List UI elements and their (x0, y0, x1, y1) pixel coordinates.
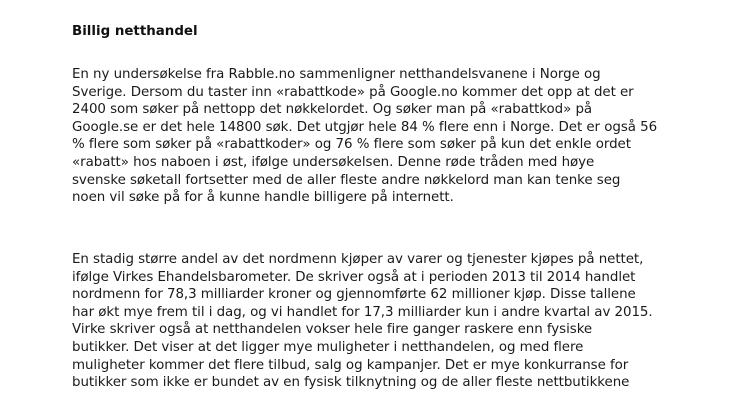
paragraph-line: ifølge Virkes Ehandelsbarometer. De skriver også at i perioden 2013 til 2014 handlet (72, 269, 636, 285)
paragraph-line: har økt mye frem til i dag, og vi handlet for 17,3 milliarder kun i andre kvartal av 2015. (72, 304, 653, 320)
paragraph-line: noen vil søke på for å kunne handle billigere på internett. (72, 190, 454, 206)
paragraph-line: muligheter kommer det flere tilbud, salg og kampanjer. Det er mye konkurranse for (72, 357, 629, 373)
paragraph-line: 2400 som søker på nettopp det nøkkelordet. Og søker man på «rabattkod» på (72, 102, 593, 118)
paragraph-line: butikker som ikke er bundet av en fysisk tilknytning og de aller fleste nettbutikkene (72, 375, 630, 391)
paragraph-line: En ny undersøkelse fra Rabble.no sammenligner netthandelsvanene i Norge og (72, 67, 601, 82)
paragraph-line: En stadig større andel av det nordmenn kjøper av varer og tjenester kjøpes på nettet, (72, 252, 644, 267)
paragraph-line: % flere som søker på «rabattkoder» og 76 % flere som søker på kun det enkle ordet (72, 137, 631, 153)
paragraph-line: butikker. Det viser at det ligger mye muligheter i netthandelen, og med flere (72, 339, 584, 355)
section-heading: Billig netthandel (72, 24, 198, 39)
paragraph-line: svenske søketall fortsetter med de aller fleste andre nøkkelord man kan tenke seg (72, 172, 621, 188)
paragraph-line: «rabatt» hos naboen i øst, ifølge undersøkelsen. Denne røde tråden med høye (72, 154, 595, 170)
paragraph-2 (72, 251, 653, 392)
paragraph-line: Google.se er det hele 14800 søk. Det utgjør hele 84 % flere enn i Norge. Det er også 56 (72, 119, 658, 135)
paragraph-line: Virke skriver også at netthandelen vokser hele fire ganger raskere enn fysiske (72, 322, 593, 338)
paragraph-1 (72, 66, 657, 207)
paragraph-line: nordmenn for 78,3 milliarder kroner og gjennomførte 62 millioner kjøp. Disse tallene (72, 287, 636, 303)
paragraph-line: Sverige. Dersom du taster inn «rabattkode» på Google.no kommer det opp at det er (72, 84, 634, 100)
